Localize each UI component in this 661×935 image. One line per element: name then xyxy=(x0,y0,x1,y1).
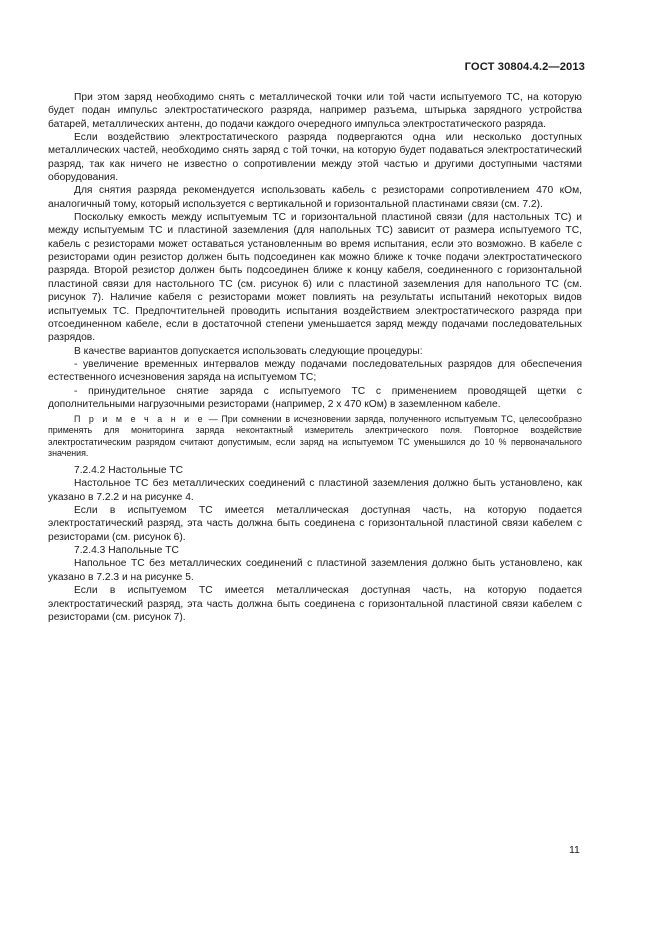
paragraph: Настольное ТС без металлических соединений с пластиной заземления должно быть установлено, как указано в 7.2.2 и на рисунке 4. xyxy=(48,478,582,503)
paragraph: При этом заряд необходимо снять с металлической точки или той части испытуемого ТС, на которую будет подан импульс электростатического разряда, например разъема, штырька зарядного устройства батарей, металлических антенн, до подачи каждого очередного импульса электростатического разряда. xyxy=(48,92,582,130)
section-heading-table: 7.2.4.2 Настольные ТС xyxy=(74,465,184,477)
paragraph: Если в испытуемом ТС имеется металлическая доступная часть, на которую подается электростатический разряд, эта часть должна быть соединена с горизонтальной пластиной связи кабелем с резисторами (см. рисунок 7). xyxy=(48,585,582,623)
list-item: - принудительное снятие заряда с испытуемого ТС с применением проводящей щетки с дополнительными нагрузочными резисторами (например, 2 х 470 кОм) в заземленном кабеле. xyxy=(48,385,582,410)
note xyxy=(48,414,582,459)
paragraph: Напольное ТС без металлических соединений с пластиной заземления должно быть установлено, как указано в 7.2.3 и на рисунке 5. xyxy=(48,558,582,583)
standard-header: ГОСТ 30804.4.2—2013 xyxy=(464,61,585,73)
document-body xyxy=(48,91,582,624)
paragraph: Поскольку емкость между испытуемым ТС и горизонтальной пластиной связи (для настольных ТС) и между испытуемым ТС и пластиной заземления (для напольных ТС) зависит от размера испытуемого ТС, кабель с резисторами может оставаться установленным во время испытания, если это возможно. В кабеле с резисторами один резистор должен быть подсоединен как можно ближе к точке подачи электростатического разряда. Второй резистор должен быть подсоединен ближе к концу кабеля, соединенного с горизонтальной пластиной связи для настольного ТС (см. рисунок 6) или с пластиной заземления для напольного ТС (см. рисунок 7). Наличие кабеля с резисторами может повлиять на результаты испытаний некоторых видов испытуемых ТС. Предпочтительней проводить испытания воздействием электростатического разряда при отсоединенном кабеле, если в достаточной степени уменьшается заряд между подачами последовательных разрядов. xyxy=(48,212,582,344)
section-heading-floor: 7.2.4.3 Напольные ТС xyxy=(74,545,179,557)
paragraph: Если в испытуемом ТС имеется металлическая доступная часть, на которую подается электростатический разряд, эта часть должна быть соединена с горизонтальной пластиной связи кабелем с резисторами (см. рисунок 6). xyxy=(48,505,582,543)
page-number: 11 xyxy=(569,844,580,856)
note-label: П р и м е ч а н и е xyxy=(74,414,206,425)
paragraph: Если воздействию электростатического разряда подвергаются одна или несколько доступных металлических частей, необходимо снять заряд с той точки, на которую будет подаваться электростатический разряд, так как ничего не известно о сопротивлении между этой частью и другими доступными частями оборудования. xyxy=(48,132,582,184)
list-item: - увеличение временных интервалов между подачами последовательных разрядов для обеспечения естественного исчезновения заряда на испытуемом ТС; xyxy=(48,358,582,384)
paragraph: В качестве вариантов допускается использовать следующие процедуры: xyxy=(74,345,423,357)
note-text: — При сомнении в исчезновении заряда, полученного испытуемым ТС, целесообразно применять для мониторинга заряда неконтактный измеритель электрического поля. Повторное воздействие электростатическим разрядом считают допустимым, если заряд на испытуемом ТС уменьшился до 10 % первоначального значения. xyxy=(48,414,582,458)
paragraph: Для снятия разряда рекомендуется использовать кабель с резисторами сопротивлением 470 кОм, аналогичный тому, который используется с вертикальной и горизонтальной пластинами связи (см. 7.2). xyxy=(48,185,582,210)
